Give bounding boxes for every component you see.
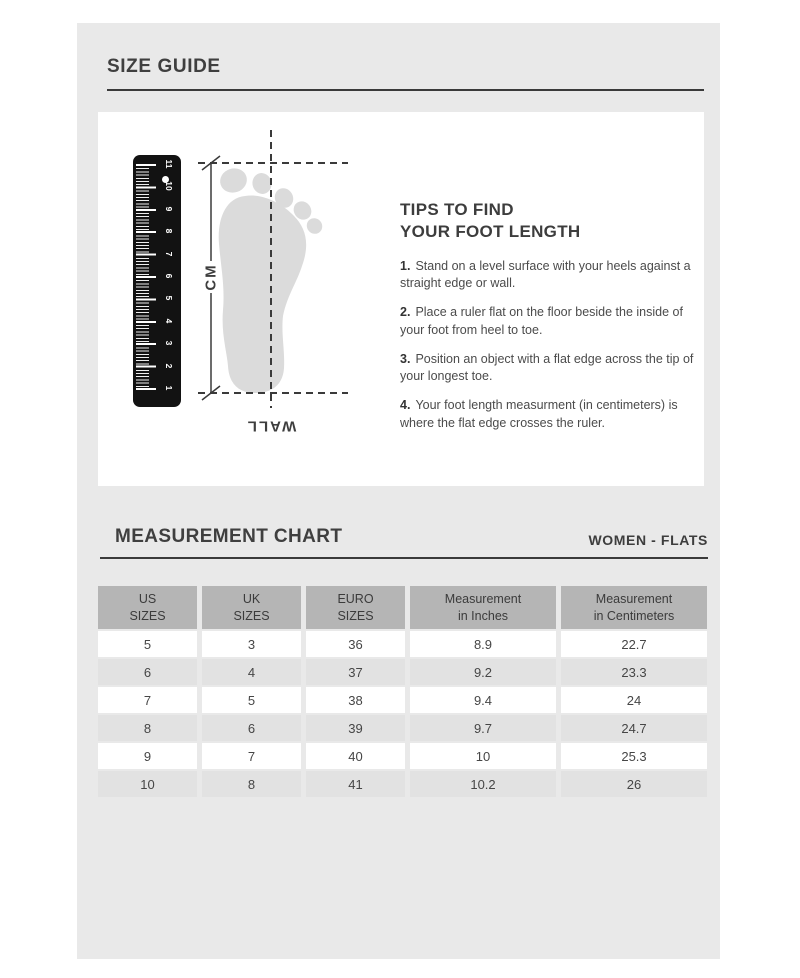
- header-line: Measurement: [595, 592, 673, 606]
- ruler-number: 2: [164, 363, 174, 369]
- table-cell: 5: [202, 687, 301, 713]
- ruler-number: 4: [164, 318, 174, 324]
- table-cell: 26: [561, 771, 707, 797]
- tips-heading-line2: YOUR FOOT LENGTH: [400, 221, 581, 241]
- header-line: US: [138, 592, 157, 606]
- table-row: [98, 771, 707, 797]
- tip-item: [400, 258, 703, 294]
- tip-number: 4.: [400, 398, 411, 412]
- table-header-cell: [98, 586, 197, 629]
- header-line: EURO: [337, 592, 374, 606]
- table-cell: 6: [98, 659, 197, 685]
- measurement-chart-header: [100, 526, 708, 559]
- tip-item: [400, 304, 703, 340]
- header-line: SIZES: [129, 608, 166, 623]
- table-cell: 3: [202, 631, 301, 657]
- table-cell: 22.7: [561, 631, 707, 657]
- table-cell: 9.7: [410, 715, 556, 741]
- table-row: [98, 715, 707, 741]
- header-line: Measurement: [444, 592, 522, 606]
- ruler-number: 1: [164, 385, 174, 391]
- tip-text: Stand on a level surface with your heels against a straight edge or wall.: [400, 258, 691, 291]
- table-cell: 9: [98, 743, 197, 769]
- header-line: in Inches: [457, 608, 509, 623]
- table-cell: 5: [98, 631, 197, 657]
- foot-sole-shape: [219, 196, 306, 393]
- table-row: [98, 659, 707, 685]
- tips-section: [400, 199, 703, 444]
- tip-text: Place a ruler flat on the floor beside the inside of your foot from heel to toe.: [400, 305, 683, 337]
- table-cell: 4: [202, 659, 301, 685]
- table-cell: 8: [202, 771, 301, 797]
- table-cell: 8.9: [410, 631, 556, 657]
- table-cell: 37: [306, 659, 405, 685]
- table-cell: 8: [98, 715, 197, 741]
- ruler-number: 10: [164, 181, 174, 191]
- size-table: [98, 586, 707, 799]
- ruler-number: 7: [164, 251, 174, 257]
- table-cell: 41: [306, 771, 405, 797]
- table-row: [98, 631, 707, 657]
- table-cell: 23.3: [561, 659, 707, 685]
- table-cell: 24: [561, 687, 707, 713]
- header-line: UK: [242, 592, 261, 606]
- big-toe-shape: [217, 165, 250, 196]
- ruler-number: 3: [164, 340, 174, 346]
- table-cell: 24.7: [561, 715, 707, 741]
- table-cell: 10: [410, 743, 556, 769]
- table-cell: 7: [202, 743, 301, 769]
- table-header-row: [98, 586, 707, 629]
- table-cell: 6: [202, 715, 301, 741]
- table-cell: 10.2: [410, 771, 556, 797]
- illustration-panel: [98, 112, 704, 486]
- title-rule: [107, 89, 704, 91]
- table-header-cell: [410, 586, 556, 629]
- size-guide-card: [77, 23, 720, 959]
- ruler-number: 5: [164, 295, 174, 301]
- measurement-chart-subtitle: WOMEN - FLATS: [588, 532, 708, 548]
- table-cell: 10: [98, 771, 197, 797]
- ruler-number: 6: [164, 273, 174, 279]
- tip-text: Your foot length measurment (in centimeters) is where the flat edge crosses the ruler.: [400, 398, 678, 430]
- table-cell: 7: [98, 687, 197, 713]
- ruler-number: 9: [164, 206, 174, 212]
- table-cell: 36: [306, 631, 405, 657]
- table-header-cell: [306, 586, 405, 629]
- tip-item: [400, 397, 703, 433]
- table-cell: 9.2: [410, 659, 556, 685]
- ruler-graphic: [133, 155, 181, 407]
- table-cell: 38: [306, 687, 405, 713]
- tip-item: [400, 351, 703, 387]
- table-cell: 39: [306, 715, 405, 741]
- tip-number: 3.: [400, 351, 411, 366]
- tip-number: 1.: [400, 258, 411, 273]
- tip-number: 2.: [400, 305, 411, 319]
- table-header-cell: [202, 586, 301, 629]
- table-row: [98, 743, 707, 769]
- table-cell: 9.4: [410, 687, 556, 713]
- cm-label: CM: [202, 263, 220, 291]
- tip-text: Position an object with a flat edge across the tip of your longest toe.: [400, 351, 694, 384]
- page-title: SIZE GUIDE: [107, 56, 221, 77]
- header-line: in Centimeters: [593, 608, 675, 623]
- wall-label: WALL: [245, 417, 297, 435]
- ruler-major-ticks: [136, 164, 156, 392]
- tips-heading: [400, 199, 703, 243]
- header-line: SIZES: [337, 608, 374, 623]
- table-cell: 25.3: [561, 743, 707, 769]
- tips-heading-line1: TIPS TO FIND: [400, 200, 514, 219]
- ruler-number: 11: [164, 159, 174, 169]
- measurement-chart-title: MEASUREMENT CHART: [115, 526, 343, 547]
- table-cell: 40: [306, 743, 405, 769]
- header-line: SIZES: [233, 608, 270, 623]
- ruler-number: 8: [164, 228, 174, 234]
- table-header-cell: [561, 586, 707, 629]
- table-row: [98, 687, 707, 713]
